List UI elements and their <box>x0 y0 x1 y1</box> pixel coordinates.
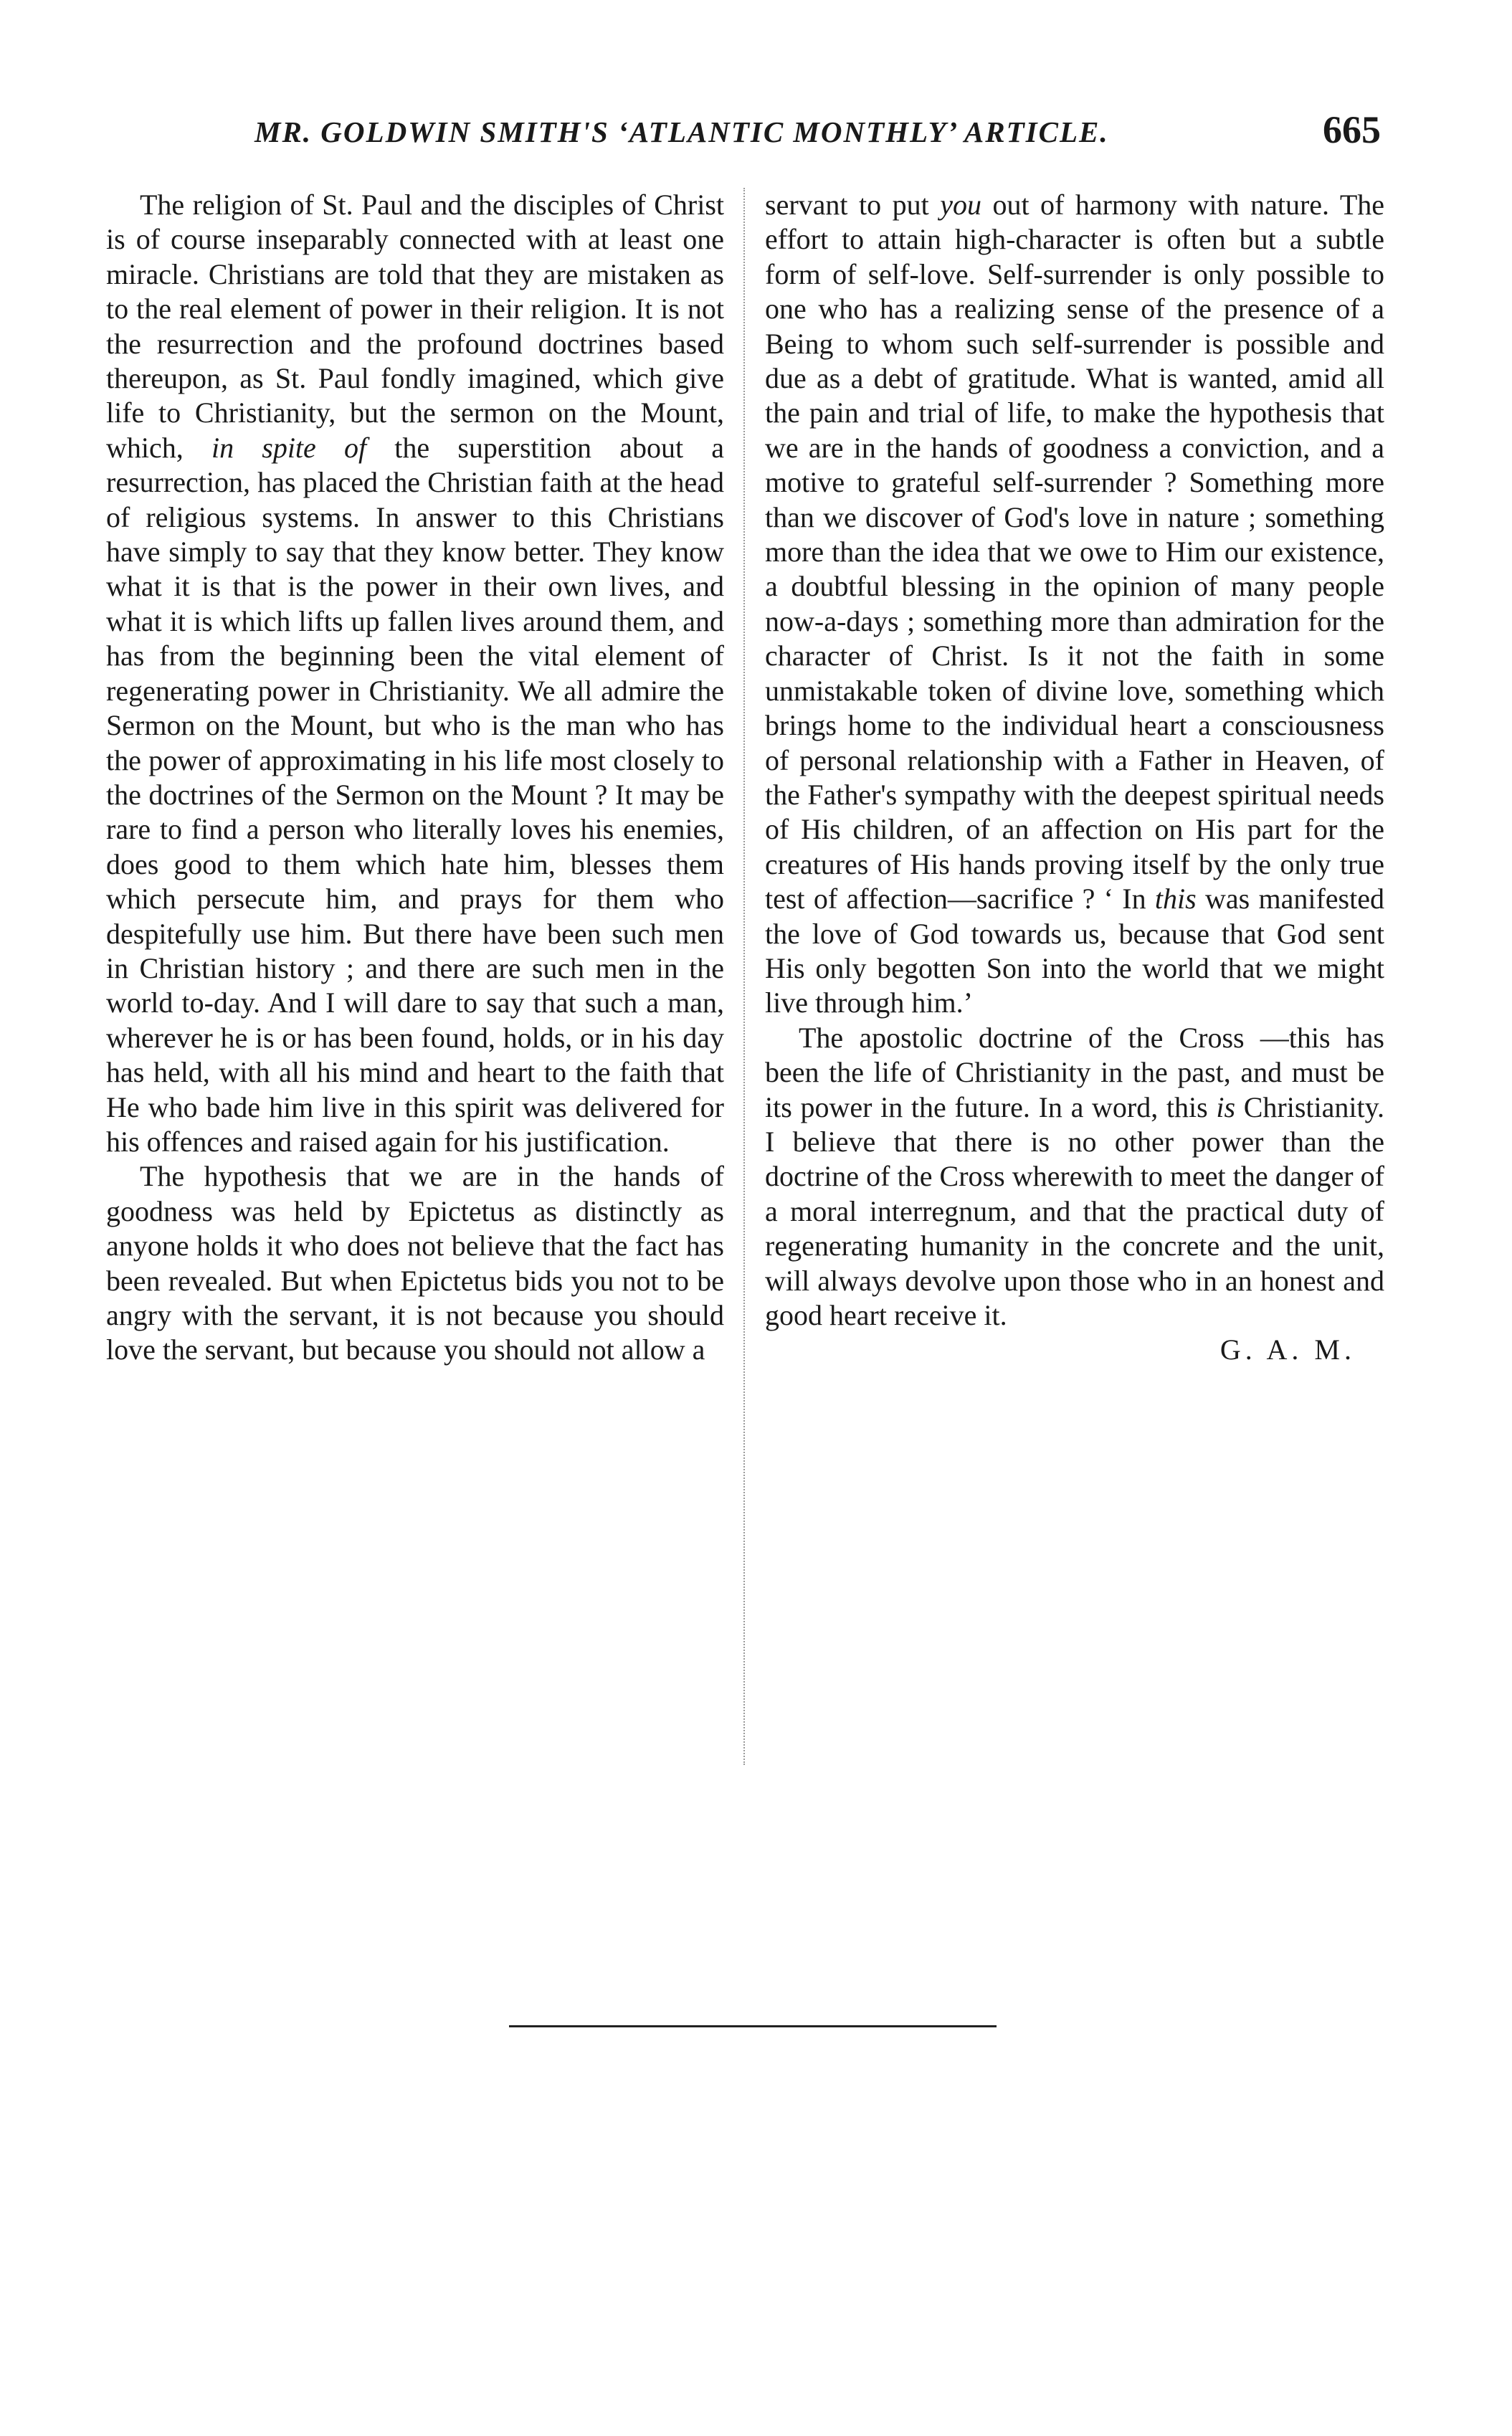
left-column <box>106 188 724 1368</box>
paragraph: The hypothesis that we are in the hands of goodness was held by Epictetus as distinctly as anyone holds it who does not believe that the fact has been revealed. But when Epictetus bids you not to be angry with the servant, it is not because you should love the servant, but because you should not allow a <box>106 1160 724 1366</box>
paragraph: servant to put you out of harmony with nature. The effort to attain high-character is often but a subtle form of self-love. Self-surrender is only possible to one who has a realizing sense of the presence of a Being to whom such self-surrender is possible and due as a debt of gratitude. What is wanted, amid all the pain and trial of life, to make the hypothesis that we are in the hands of goodness a conviction, and a motive to grateful self-surrender ? Something more than we discover of God's love in nature ; something more than the idea that we owe to Him our existence, a doubtful blessing in the opinion of many people now-a-days ; something more than admiration for the character of Christ. Is it not the faith in some unmistakable token of divine love, something which brings home to the individual heart a consciousness of personal relationship with a Father in Heaven, of the Father's sympathy with the deepest spiritual needs of His children, of an affection on His part for the creatures of His hands proving itself by the only true test of affection—sacrifice ? ‘ In this was manifested the love of God towards us, because that God sent His only begotten Son into the world that we might live through him.’ <box>765 189 1384 1019</box>
paragraph: The religion of St. Paul and the disciples of Christ is of course inseparably connected with at least one miracle. Christians are told that they are mistaken as to the real element of power in their religion. It is not the resurrection and the profound doctrines based thereupon, as St. Paul fondly imagined, which give life to Christianity, but the sermon on the Mount, which, in spite of the superstition about a resurrection, has placed the Christian faith at the head of religious systems. In answer to this Christians have simply to say that they know better. They know what it is that is the power in their own lives, and what it is which lifts up fallen lives around them, and has from the beginning been the vital element of regenerating power in Christianity. We all admire the Sermon on the Mount, but who is the man who has the power of approximating in his life most closely to the doctrines of the Sermon on the Mount ? It may be rare to find a person who literally loves his enemies, does good to them which hate him, blesses them which persecute him, and prays for them who despitefully use him. But there have been such men in Christian history ; and there are such men in the world to-day. And I will dare to say that such a man, wherever he is or has been found, holds, or in his day has held, with all his mind and heart to the faith that He who bade him live in this spirit was delivered for his offences and raised again for his justification. <box>106 189 725 1158</box>
right-column <box>765 188 1384 1368</box>
column-divider <box>743 188 745 1765</box>
author-signature: G. A. M. <box>1219 1333 1356 1366</box>
paragraph: The apostolic doctrine of the Cross —this has been the life of Christianity in the past, and must be its power in the future. In a word, this is Christianity. I believe that there is no other power than the doctrine of the Cross wherewith to meet the danger of a moral interregnum, and that the practical duty of regenerating humanity in the concrete and the unit, will always devolve upon those who in an honest and good heart receive it. <box>765 1021 1384 1331</box>
end-rule <box>509 2025 997 2027</box>
page-header <box>0 108 1512 165</box>
running-head: MR. GOLDWIN SMITH'S ‘ATLANTIC MONTHLY’ ARTICLE. <box>255 115 1109 148</box>
page-number: 665 <box>1323 108 1381 151</box>
